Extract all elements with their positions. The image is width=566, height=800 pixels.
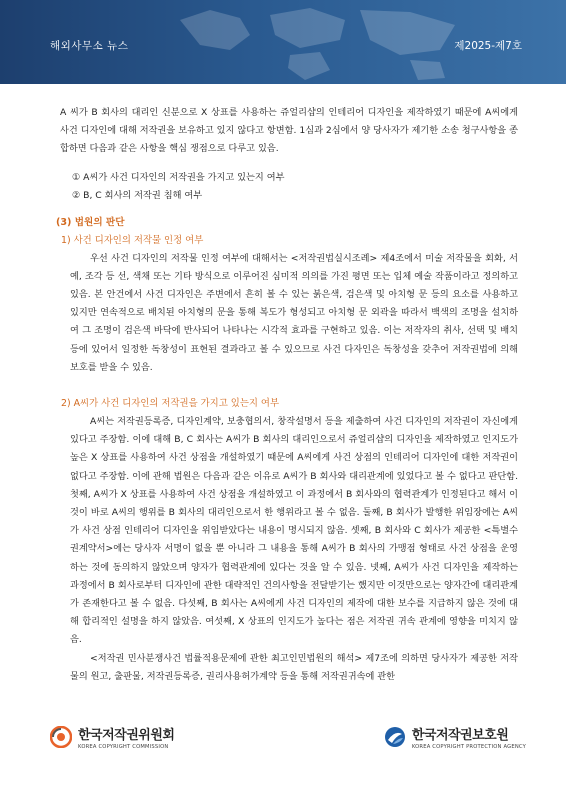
issue-item: ① A씨가 사건 디자인의 저작권을 가지고 있는지 여부 (72, 171, 285, 183)
spacer (60, 377, 518, 395)
article-body (56, 104, 518, 686)
publication-title: 해외사무소 뉴스 (50, 40, 129, 52)
kcc-emblem-icon (50, 726, 72, 748)
kcopa-name: 한국저작권보호원 (411, 728, 509, 743)
page-footer (0, 712, 566, 800)
issue-item: ② B, C 회사의 저작권 침해 여부 (72, 189, 203, 201)
issue-number: 제2025-제7호 (454, 40, 522, 52)
page-header (0, 0, 566, 84)
kcopa-name-en: KOREA COPYRIGHT PROTECTION AGENCY (411, 744, 526, 750)
subsection-body-1: 우선 사건 디자인의 저작물 인정 여부에 대해서는 <저작권법실시조례> 제4조에서 미술 저작물을 회화, 서예, 조각 등 선, 색채 또는 기타 방식으로 이루어진 심미적 의의를 가진 평면 또는 입체 예술 작품이라고 정의하고 있음. 본 안건에서 사건 디자인은 주변에서 흔히 볼 수 있는 붉은색, 검은색 및 아치형 문 등의 요소를 사용하고 있지만 연속적으로 배치된 아치형의 문을 통해 복도가 형성되고 아치형 문 외곽을 따라서 백색의 조명을 설치하여 그 조명이 검은색 바닥에 반사되어 나타나는 시각적 효과를 구현하고 있음. 이는 저작자의 취사, 선택 및 배치 등에 있어서 일정한 독창성이 표현된 결과라고 볼 수 있으므로 사건 다자인은 독창성을 갖추어 저작권법에 의해 보호를 받을 수 있음. (70, 252, 518, 373)
section-title: (3) 법원의 판단 (56, 216, 125, 228)
kcc-name-en: KOREA COPYRIGHT COMMISSION (78, 744, 169, 750)
subsection-title-1: 1) 사건 디자인의 저작물 인정 여부 (61, 234, 204, 246)
kcopa-logo (384, 724, 526, 750)
world-map-decoration (170, 0, 470, 84)
kcopa-emblem-icon (384, 726, 406, 748)
subsection-body-2: A씨는 저작권등록증, 디자인계약, 보충협의서, 창작설명서 등을 제출하여 사건 디자인의 저작권이 자신에게 있다고 주장함. 이에 대해 B, C 회사는 A씨가 B 회사의 대리인으로서 쥬얼리샵의 디자인을 제작하였고 인지도가 높은 X 상표를 사용하여 사건 상점을 개설하였기 때문에 A씨에게 사건 상점의 인테리어 디자인에 대한 저작권이 없다고 주장함. 이에 관해 법원은 다음과 같은 이유로 A씨가 B 회사와 대리관계에 있었다고 볼 수 없다고 판단함. 첫째, A씨가 X 상표를 사용하여 사건 상점을 개설하였고 이 과정에서 B 회사와의 협력관계가 인정된다고 해서 이것이 바로 A씨의 행위를 B 회사의 대리인으로서 한 행위라고 볼 수 없음. 둘째, B 회사가 발행한 위임장에는 A씨가 사건 상점 인테리어 디자인을 위임받았다는 내용이 명시되지 않음. 셋째, B 회사와 C 회사가 제공한 <특별수권계약서>에는 당사자 서명이 없을 뿐 아니라 그 내용을 통해 A씨가 B 회사의 가맹점 형태로 사건 상점을 운영하는 것에 동의하지 않았으며 양자가 협력관계에 있다는 것을 알 수 있음. 넷째, A씨가 사건 디자인을 제작하는 과정에서 B 회사로부터 디자인에 관한 대략적인 건의사항을 전달받기는 했지만 이것만으로는 양자간에 대리관계가 존재한다고 볼 수 없음. 다섯째, B 회사는 A씨에게 사건 디자인의 제작에 대한 보수를 지급하지 않은 것에 대해 합리적인 설명을 하지 않았음. 여섯째, X 상표의 인지도가 높다는 점은 저작권 귀속 관계에 영향을 미치지 않음. (70, 416, 518, 646)
kcc-logo (50, 724, 174, 750)
subsection-title-2: 2) A씨가 사건 디자인의 저작권을 가지고 있는지 여부 (61, 398, 280, 410)
issue-list (60, 169, 518, 205)
kcc-name: 한국저작권위원회 (78, 728, 175, 743)
subsection-body-2b: <저작권 민사분쟁사건 법률적용문제에 관한 최고인민법원의 해석> 제7조에 의하면 당사자가 제공한 저작물의 원고, 출판물, 저작권등록증, 권리사용허가계약 등을 통해 저작권귀속에 관한 (70, 652, 518, 682)
intro-paragraph: A 씨가 B 회사의 대리인 신분으로 X 상표를 사용하는 쥬얼리샵의 인테리어 디자인을 제작하였기 때문에 A씨에게 사건 디자인에 대해 저작권을 보유하고 있지 않다고 항변함. 1심과 2심에서 양 당사자가 제기한 소송 청구사항을 종합하면 다음과 같은 사항을 핵심 쟁점으로 다루고 있음. (60, 107, 518, 155)
